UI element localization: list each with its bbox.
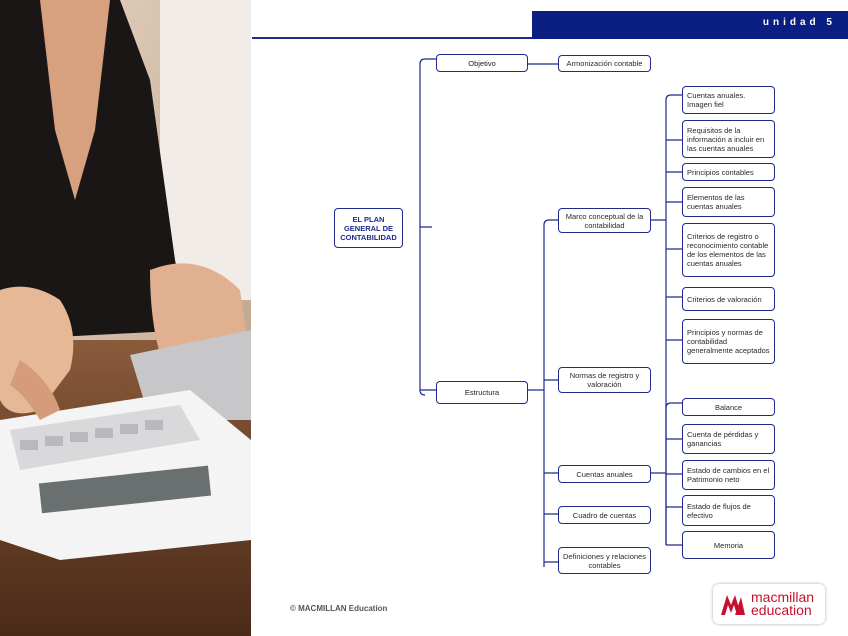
marco-item: Principios contables bbox=[682, 163, 775, 181]
normas-node: Normas de registro y valoración bbox=[558, 367, 651, 393]
definiciones-node: Definiciones y relaciones contables bbox=[558, 547, 651, 574]
copyright-text: © MACMILLAN Education bbox=[290, 604, 388, 613]
root-node: EL PLAN GENERAL DE CONTABILIDAD bbox=[334, 208, 403, 248]
concept-map bbox=[252, 40, 848, 600]
marco-item: Requisitos de la información a incluir en las cuentas anuales bbox=[682, 120, 775, 158]
logo-line1: macmillan bbox=[751, 589, 815, 605]
cuentas-item: Cuenta de pérdidas y ganancias bbox=[682, 424, 775, 454]
armonizacion-node: Armonización contable bbox=[558, 55, 651, 72]
header-bar bbox=[532, 11, 848, 39]
marco-item: Criterios de valoración bbox=[682, 287, 775, 311]
office-calculator-photo bbox=[0, 0, 251, 636]
objetivo-node: Objetivo bbox=[436, 54, 528, 72]
macmillan-logo bbox=[713, 584, 825, 624]
marco-item: Cuentas anuales. Imagen fiel bbox=[682, 86, 775, 114]
marco-item: Elementos de las cuentas anuales bbox=[682, 187, 775, 217]
estructura-node: Estructura bbox=[436, 381, 528, 404]
logo-line2: education bbox=[751, 602, 812, 618]
cuadro-cuentas-node: Cuadro de cuentas bbox=[558, 506, 651, 524]
header-bar-light bbox=[252, 11, 532, 39]
cuentas-item: Estado de flujos de efectivo bbox=[682, 495, 775, 526]
unit-label: unidad 5 bbox=[762, 17, 836, 28]
cuentas-item: Memoria bbox=[682, 531, 775, 559]
marco-node: Marco conceptual de la contabilidad bbox=[558, 208, 651, 233]
cuentas-item: Estado de cambios en el Patrimonio neto bbox=[682, 460, 775, 490]
cuentas-item: Balance bbox=[682, 398, 775, 416]
marco-item: Principios y normas de contabilidad generalmente aceptados bbox=[682, 319, 775, 364]
marco-item: Criterios de registro o reconocimiento contable de los elementos de las cuentas anuales bbox=[682, 223, 775, 277]
cuentas-anuales-node: Cuentas anuales bbox=[558, 465, 651, 483]
macmillan-logo-icon bbox=[719, 591, 747, 617]
